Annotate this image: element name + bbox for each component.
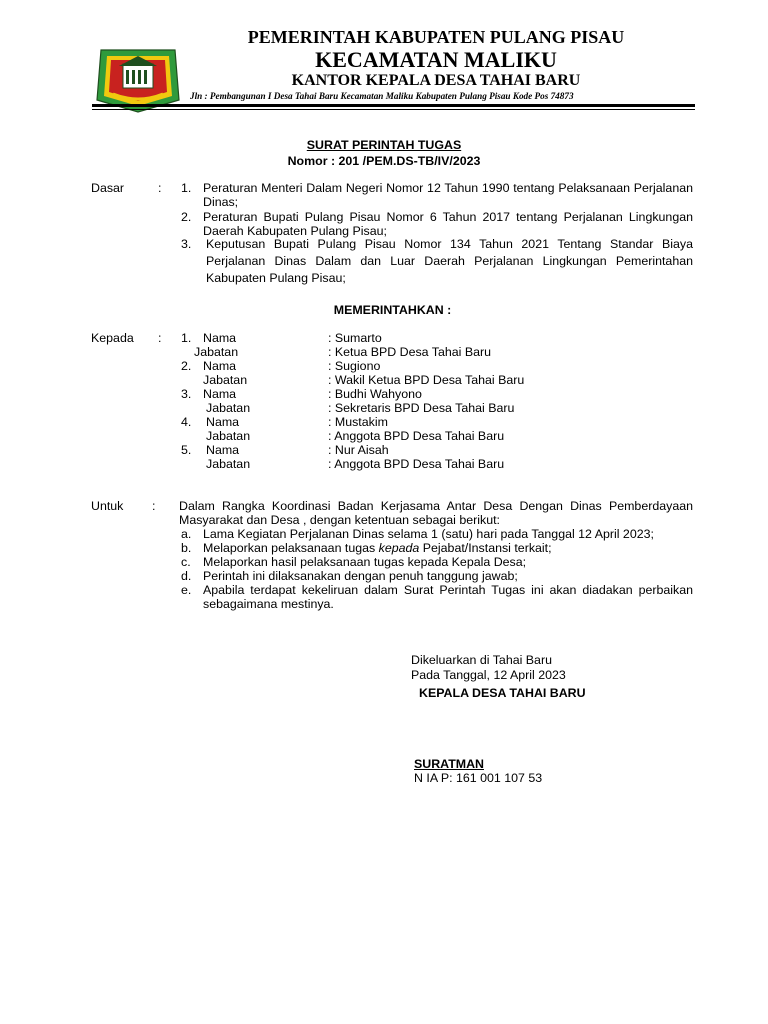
- document-title: SURAT PERINTAH TUGAS: [306, 138, 462, 152]
- untuk-item-letter: a.: [181, 527, 192, 541]
- untuk-item-letter: d.: [181, 569, 192, 583]
- untuk-label: Untuk: [91, 499, 124, 513]
- untuk-item-letter: c.: [181, 555, 191, 569]
- person-name-label: Nama: [203, 331, 237, 345]
- untuk-item-text-italic: kepada: [378, 541, 420, 555]
- dasar-colon: :: [158, 181, 162, 195]
- untuk-intro: Dalam Rangka Koordinasi Badan Kerjasama Antar Desa Dengan Dinas Pemberdayaan: [179, 499, 693, 513]
- issued-place: Dikeluarkan di Tahai Baru: [411, 653, 552, 667]
- dasar-item-text: Perjalanan Dinas Dalam dan Luar Daerah Perjalanan Lingkungan Pemerintahan: [206, 254, 693, 268]
- dasar-item-text: Daerah Kabupaten Pulang Pisau;: [203, 224, 387, 238]
- signer-name: SURATMAN: [414, 757, 484, 771]
- person-position-value: : Ketua BPD Desa Tahai Baru: [328, 345, 492, 359]
- untuk-item-text: Melaporkan hasil pelaksanaan tugas kepada Kepala Desa;: [203, 555, 527, 569]
- person-name-label: Nama: [206, 415, 240, 429]
- untuk-item-text: Apabila terdapat kekeliruan dalam Surat Perintah Tugas ini akan diadakan perbaikan: [203, 583, 693, 597]
- letterhead-government: PEMERINTAH KABUPATEN PULANG PISAU: [247, 27, 625, 47]
- letterhead-address: Jln : Pembangunan I Desa Tahai Baru Kecamatan Maliku Kabupaten Pulang Pisau Kode Pos 74873: [190, 91, 574, 101]
- dasar-label: Dasar: [91, 181, 125, 195]
- person-number: 5.: [181, 443, 192, 457]
- untuk-intro: Masyarakat dan Desa , dengan ketentuan sebagai berikut:: [179, 513, 500, 527]
- untuk-item-text: Lama Kegiatan Perjalanan Dinas selama 1 (satu) hari pada Tanggal 12 April 2023;: [203, 527, 654, 541]
- dasar-item-number: 3.: [181, 237, 192, 251]
- untuk-item-text: Perintah ini dilaksanakan dengan penuh tanggung jawab;: [203, 569, 518, 583]
- dasar-item-text: Dinas;: [203, 195, 239, 209]
- dasar-item-number: 2.: [181, 210, 192, 224]
- letterhead-district: KECAMATAN MALIKU: [315, 47, 557, 72]
- untuk-colon: :: [152, 499, 156, 513]
- person-position-label: Jabatan: [203, 373, 248, 387]
- person-number: 4.: [181, 415, 192, 429]
- letterhead-divider-thick: [92, 104, 695, 107]
- person-number: 2.: [181, 359, 192, 373]
- dasar-item-text: Peraturan Bupati Pulang Pisau Nomor 6 Tahun 2017 tentang Perjalanan Lingkungan: [203, 210, 693, 224]
- signer-position: KEPALA DESA TAHAI BARU: [419, 686, 586, 700]
- issued-date: Pada Tanggal, 12 April 2023: [411, 668, 566, 682]
- dasar-item-text: Peraturan Menteri Dalam Negeri Nomor 12 Tahun 1990 tentang Pelaksanaan Perjalanan: [203, 181, 693, 195]
- letterhead-office: KANTOR KEPALA DESA TAHAI BARU: [291, 72, 581, 89]
- kepada-label: Kepada: [91, 331, 134, 345]
- memerintahkan-heading: MEMERINTAHKAN :: [333, 303, 452, 317]
- person-name-value: : Sugiono: [328, 359, 381, 373]
- untuk-item-letter: b.: [181, 541, 192, 555]
- person-name-value: : Budhi Wahyono: [328, 387, 422, 401]
- document-number: Nomor : 201 /PEM.DS-TB/IV/2023: [287, 154, 481, 168]
- person-position-value: : Anggota BPD Desa Tahai Baru: [328, 429, 505, 443]
- signer-id-number: N IA P: 161 001 107 53: [414, 771, 543, 785]
- untuk-item-text-part: Pejabat/Instansi terkait;: [419, 541, 552, 555]
- dasar-item-number: 1.: [181, 181, 192, 195]
- untuk-item-text: sebagaimana mestinya.: [203, 597, 334, 611]
- dasar-item-text: Keputusan Bupati Pulang Pisau Nomor 134 Tahun 2021 Tentang Standar Biaya: [206, 237, 693, 251]
- person-number: 1.: [181, 331, 192, 345]
- untuk-item-text-part: Melaporkan pelaksanaan tugas: [203, 541, 379, 555]
- person-name-value: : Sumarto: [328, 331, 382, 345]
- person-position-label: Jabatan: [206, 457, 251, 471]
- person-number: 3.: [181, 387, 192, 401]
- person-position-value: : Wakil Ketua BPD Desa Tahai Baru: [328, 373, 525, 387]
- person-position-label: Jabatan: [194, 345, 239, 359]
- person-name-label: Nama: [206, 443, 240, 457]
- person-name-value: : Nur Aisah: [328, 443, 389, 457]
- person-name-label: Nama: [203, 359, 237, 373]
- kepada-colon: :: [158, 331, 162, 345]
- person-name-label: Nama: [203, 387, 237, 401]
- letterhead-divider-thin: [92, 109, 695, 110]
- person-name-value: : Mustakim: [328, 415, 388, 429]
- dasar-item-text: Kabupaten Pulang Pisau;: [206, 271, 346, 285]
- person-position-label: Jabatan: [206, 429, 251, 443]
- untuk-item-text: [203, 541, 552, 555]
- person-position-value: : Anggota BPD Desa Tahai Baru: [328, 457, 505, 471]
- person-position-value: : Sekretaris BPD Desa Tahai Baru: [328, 401, 515, 415]
- untuk-item-letter: e.: [181, 583, 192, 597]
- person-position-label: Jabatan: [206, 401, 251, 415]
